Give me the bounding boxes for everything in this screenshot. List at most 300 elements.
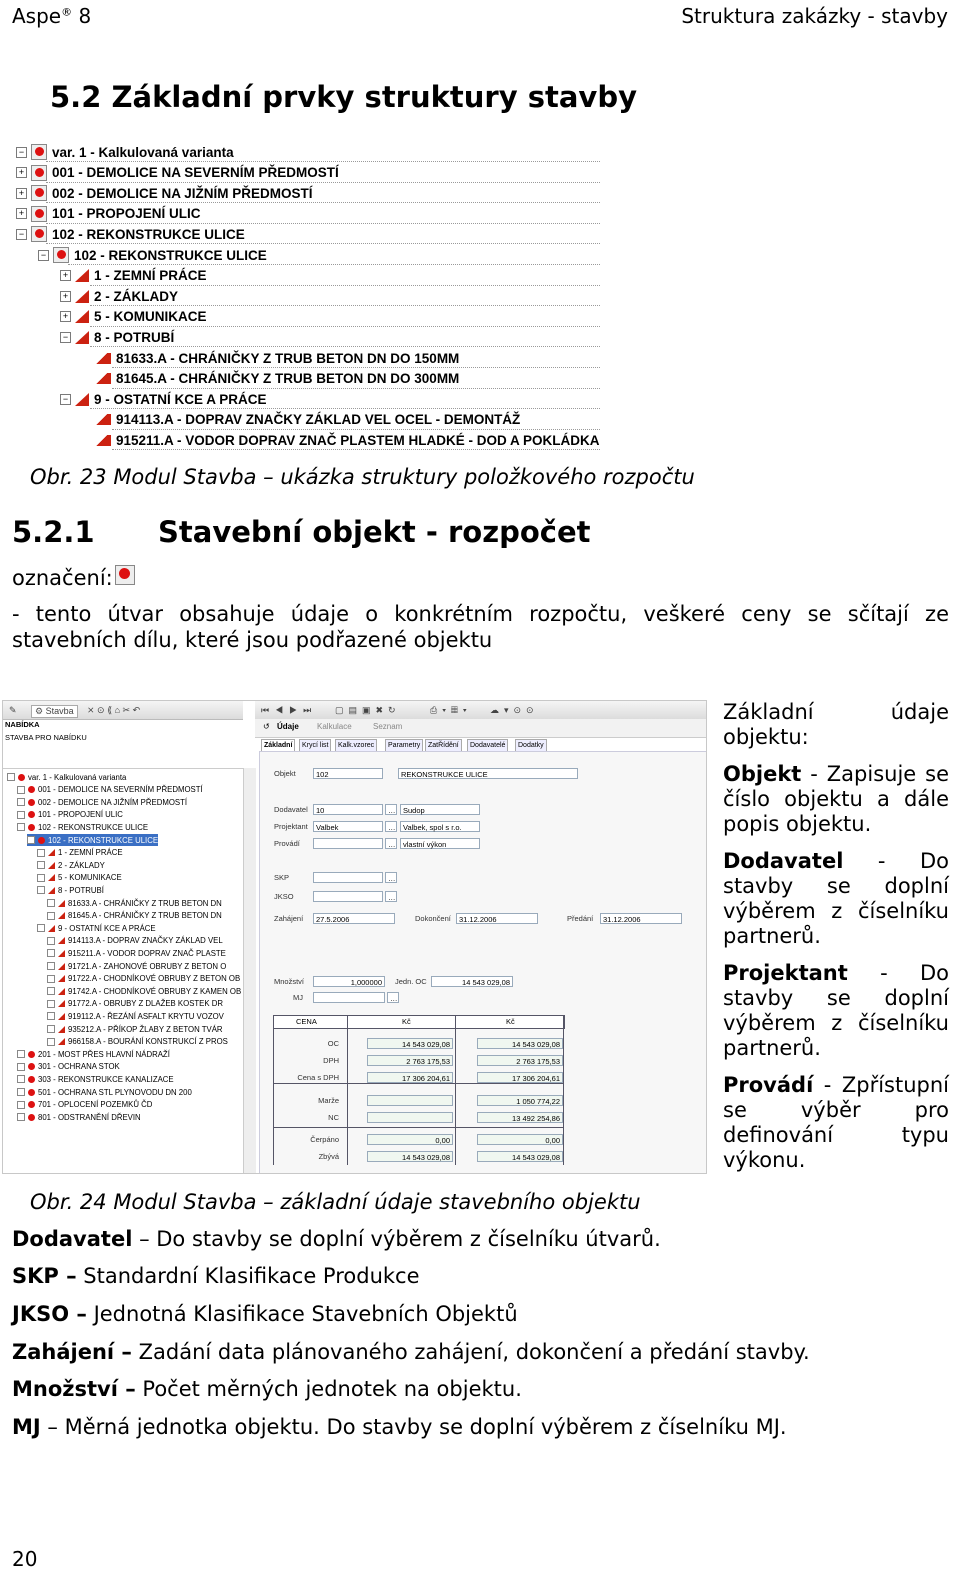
screenshot-tree-node[interactable] bbox=[17, 1099, 152, 1111]
item-icon bbox=[95, 435, 111, 446]
mj-lookup-button[interactable]: … bbox=[387, 992, 399, 1003]
screenshot-tree-label: 935212.A - PŘÍKOP ŽLABY Z BETON TVÁR bbox=[68, 1024, 223, 1034]
screenshot-tree-label: 201 - MOST PŘES HLAVNÍ NÁDRAŽÍ bbox=[38, 1049, 170, 1059]
expander-icon[interactable] bbox=[17, 1063, 25, 1071]
screenshot-tree-node[interactable] bbox=[17, 784, 203, 796]
price-cell-b: 14 543 029,08 bbox=[477, 1038, 563, 1049]
figure-23-caption: Obr. 23 Modul Stavba – ukázka struktury položkového rozpočtu bbox=[30, 465, 695, 489]
screenshot-tree-label: 101 - PROPOJENÍ ULIC bbox=[38, 810, 123, 820]
price-cell-a: 2 763 175,53 bbox=[367, 1055, 453, 1066]
dokonceni-date-field[interactable]: 31.12.2006 bbox=[456, 913, 538, 924]
price-cell-b: 14 543 029,08 bbox=[477, 1151, 563, 1162]
definition-separator bbox=[87, 1302, 94, 1326]
tree-node[interactable] bbox=[38, 245, 267, 265]
tree-node[interactable] bbox=[60, 286, 178, 306]
figure-24-caption: Obr. 24 Modul Stavba – základní údaje stavebního objektu bbox=[30, 1190, 641, 1214]
object-icon bbox=[53, 247, 69, 263]
screenshot-tree-label: 91722.A - CHODNÍKOVÉ OBRUBY Z BETON OB bbox=[68, 974, 241, 984]
tree-node[interactable] bbox=[95, 410, 520, 430]
structure-tree-figure bbox=[16, 142, 600, 452]
price-cell-a: 14 543 029,08 bbox=[367, 1151, 453, 1162]
price-row-label: DPH bbox=[323, 1056, 339, 1065]
projektant-code-field[interactable]: Valbek bbox=[313, 821, 383, 832]
tree-node-label: 102 - REKONSTRUKCE ULICE bbox=[52, 226, 245, 242]
basic-heading-2: objektu: bbox=[723, 725, 809, 749]
definition-line bbox=[12, 1377, 522, 1402]
expander-icon[interactable] bbox=[47, 912, 55, 920]
provadi-lookup-button[interactable]: … bbox=[385, 838, 397, 849]
dodavatel-name-field[interactable]: Sudop bbox=[400, 804, 480, 815]
tab-seznam[interactable]: Seznam bbox=[373, 722, 403, 731]
expander-icon[interactable] bbox=[7, 773, 15, 781]
tree-node[interactable] bbox=[60, 307, 207, 327]
jkso-lookup-button[interactable]: … bbox=[385, 891, 397, 902]
navigation-icons[interactable]: ⏮◀▶⏭ bbox=[261, 705, 318, 715]
price-table-divider bbox=[273, 1127, 563, 1128]
definition-separator bbox=[132, 1340, 139, 1364]
expander-icon[interactable] bbox=[27, 836, 35, 844]
screenshot-tree-label: 91772.A - OBRUBY Z DLAŽEB KOSTEK DR bbox=[68, 999, 223, 1009]
mnozstvi-field[interactable]: 1,000000 bbox=[313, 976, 385, 987]
price-cell-b: 2 763 175,53 bbox=[477, 1055, 563, 1066]
object-icon bbox=[28, 1076, 35, 1083]
screenshot-tree-node[interactable] bbox=[47, 1023, 223, 1035]
screenshot-tree-node[interactable] bbox=[17, 1048, 170, 1060]
object-icon bbox=[31, 226, 47, 242]
price-table-header-cell: Kč bbox=[402, 1017, 411, 1026]
expander-icon[interactable]: − bbox=[16, 147, 27, 158]
object-tree-panel bbox=[3, 768, 255, 1174]
tree-node[interactable] bbox=[60, 327, 174, 347]
tree-node-label: 81645.A - CHRÁNIČKY Z TRUB BETON DN DO 300MM bbox=[116, 371, 460, 387]
screenshot-tree-label: 303 - REKONSTRUKCE KANALIZACE bbox=[38, 1074, 174, 1084]
price-table-divider bbox=[273, 1015, 274, 1165]
section-title: 5.2 Základní prvky struktury stavby bbox=[50, 80, 637, 114]
expander-icon[interactable] bbox=[17, 811, 25, 819]
objekt-name-field[interactable]: REKONSTRUKCE ULICE bbox=[398, 768, 578, 779]
skp-field[interactable] bbox=[313, 872, 383, 883]
screenshot-tree-label: 801 - ODSTRANĚNÍ DŘEVIN bbox=[38, 1112, 141, 1122]
expander-icon[interactable] bbox=[37, 861, 45, 869]
definition-line bbox=[12, 1264, 420, 1289]
screenshot-tree-label: 5 - KOMUNIKACE bbox=[58, 873, 122, 883]
item-icon bbox=[48, 874, 55, 881]
definition-term: MJ bbox=[12, 1415, 41, 1439]
tree-node-label: 2 - ZÁKLADY bbox=[94, 288, 178, 304]
screenshot-tree-label: 8 - POTRUBÍ bbox=[58, 885, 104, 895]
predani-date-field[interactable]: 31.12.2006 bbox=[600, 913, 682, 924]
price-table-header-cell: CENA bbox=[296, 1017, 317, 1026]
field-descriptions bbox=[723, 700, 949, 1173]
subsection-number: 5.2.1 bbox=[12, 515, 95, 549]
expander-icon[interactable] bbox=[17, 823, 25, 831]
expander-icon[interactable]: − bbox=[60, 394, 71, 405]
item-icon bbox=[58, 912, 65, 919]
provadi-desc-line-1: Provádí - Zpřístupní bbox=[723, 1073, 949, 1097]
mj-field[interactable] bbox=[313, 992, 385, 1003]
price-row-label: Marže bbox=[318, 1096, 339, 1105]
objekt-code-field[interactable]: 102 bbox=[313, 768, 383, 779]
screenshot-tree-node[interactable] bbox=[17, 1111, 141, 1123]
dodavatel-desc-line-1: Dodavatel - Do bbox=[723, 849, 949, 873]
price-table-divider bbox=[347, 1015, 348, 1165]
expander-icon[interactable] bbox=[47, 899, 55, 907]
screenshot-tree-node[interactable] bbox=[17, 1061, 120, 1073]
tree-node[interactable] bbox=[95, 430, 600, 450]
price-cell-b: 1 050 774,22 bbox=[477, 1095, 563, 1106]
price-row-label: Zbývá bbox=[318, 1152, 339, 1161]
screenshot-tree-node[interactable] bbox=[47, 985, 241, 997]
tool-icons[interactable]: ⨯ ⊙ ⟪ ⌂ ✂ ↶ bbox=[87, 705, 141, 715]
item-icon bbox=[58, 937, 65, 944]
expander-icon[interactable]: + bbox=[16, 208, 27, 219]
stavba-module-screenshot bbox=[2, 700, 707, 1174]
expander-icon[interactable] bbox=[47, 937, 55, 945]
expander-icon[interactable] bbox=[17, 1075, 25, 1083]
item-icon bbox=[95, 414, 111, 425]
definition-term: SKP – bbox=[12, 1264, 77, 1288]
provadi-desc-line-4: výkonu. bbox=[723, 1148, 806, 1172]
intro-line-2: stavebních dílu, které jsou podřazené objektu bbox=[12, 628, 493, 652]
item-icon bbox=[75, 393, 89, 406]
stavba-button[interactable]: ⚙ Stavba bbox=[31, 705, 78, 718]
provadi-code-field[interactable] bbox=[313, 838, 383, 849]
tree-node-label: 102 - REKONSTRUKCE ULICE bbox=[74, 247, 267, 263]
screenshot-tree-node[interactable] bbox=[37, 872, 122, 884]
item-icon bbox=[58, 1038, 65, 1045]
dodavatel-desc-line-3: výběrem z číselníku bbox=[723, 899, 949, 923]
print-icons[interactable]: ⎙▾▦▾ bbox=[430, 705, 472, 715]
skp-lookup-button[interactable]: … bbox=[385, 872, 397, 883]
object-icon bbox=[28, 1063, 35, 1070]
screenshot-tree-node[interactable] bbox=[37, 859, 105, 871]
stavba-pro-nabidku-label: STAVBA PRO NABÍDKU bbox=[5, 733, 87, 742]
screenshot-tree-node[interactable] bbox=[47, 1036, 228, 1048]
definition-separator: – bbox=[132, 1227, 157, 1251]
object-icon bbox=[28, 824, 35, 831]
definition-text: Počet měrných jednotek na objektu. bbox=[142, 1377, 522, 1401]
screenshot-tree-node[interactable] bbox=[47, 998, 223, 1010]
tree-node[interactable] bbox=[16, 224, 245, 244]
tree-node[interactable] bbox=[16, 183, 313, 203]
object-icon bbox=[31, 144, 47, 160]
expander-icon[interactable] bbox=[47, 962, 55, 970]
dodavatel-label: Dodavatel bbox=[274, 805, 308, 814]
object-icon bbox=[28, 811, 35, 818]
expander-icon[interactable]: + bbox=[60, 270, 71, 281]
price-row-label: Cena s DPH bbox=[297, 1073, 339, 1082]
definition-separator: – bbox=[40, 1415, 65, 1439]
object-icon bbox=[38, 837, 45, 844]
screenshot-tree-node[interactable] bbox=[37, 922, 156, 934]
dodavatel-lookup-button[interactable]: … bbox=[385, 804, 397, 815]
form-tab[interactable]: ZatŘídění bbox=[425, 739, 462, 752]
object-icon bbox=[31, 185, 47, 201]
tree-node[interactable] bbox=[95, 369, 459, 389]
expander-icon[interactable] bbox=[47, 1012, 55, 1020]
objekt-desc-line-2: číslo objektu a dále bbox=[723, 787, 949, 811]
price-table-header-cell: Kč bbox=[506, 1017, 515, 1026]
expander-icon[interactable] bbox=[47, 1025, 55, 1033]
price-table-divider bbox=[563, 1015, 564, 1165]
screenshot-tree-label: 91721.A - ZAHONOVÉ OBRUBY Z BETON O bbox=[68, 961, 227, 971]
tree-node-label: 9 - OSTATNÍ KCE A PRÁCE bbox=[94, 391, 267, 407]
screenshot-tree-node[interactable] bbox=[37, 884, 104, 896]
zahajeni-date-field[interactable]: 27.5.2006 bbox=[313, 913, 395, 924]
item-icon bbox=[58, 988, 65, 995]
expander-icon[interactable] bbox=[37, 924, 45, 932]
price-cell-b: 17 306 204,61 bbox=[477, 1072, 563, 1083]
form-tab[interactable]: Dodatky bbox=[515, 739, 547, 752]
expander-icon[interactable] bbox=[17, 1088, 25, 1096]
definition-text: Zadání data plánovaného zahájení, dokončení a předání stavby. bbox=[138, 1340, 810, 1364]
mj-label: MJ bbox=[293, 993, 303, 1002]
expander-icon[interactable] bbox=[37, 886, 45, 894]
projektant-desc-line-2: stavby se doplní bbox=[723, 986, 949, 1010]
document-icons[interactable]: ▢▤▣✖↻ bbox=[335, 705, 401, 715]
tree-node-label: 915211.A - VODOR DOPRAV ZNAČ PLASTEM HLADKÉ - DOD A POKLÁDKA bbox=[116, 432, 600, 448]
price-table-header bbox=[273, 1015, 565, 1029]
definition-text: Měrná jednotka objektu. Do stavby se doplní výběrem z číselníku MJ. bbox=[64, 1415, 787, 1439]
object-icon bbox=[28, 1089, 35, 1096]
object-icon bbox=[28, 799, 35, 806]
price-row-label: Čerpáno bbox=[310, 1135, 339, 1144]
form-tab[interactable]: Krycí list bbox=[299, 739, 331, 752]
object-icon bbox=[31, 206, 47, 222]
definition-line bbox=[12, 1415, 787, 1440]
screenshot-tree-node[interactable] bbox=[17, 809, 123, 821]
item-icon bbox=[48, 925, 55, 932]
item-icon bbox=[48, 849, 55, 856]
definition-line bbox=[12, 1340, 810, 1365]
screenshot-tree-label: 102 - REKONSTRUKCE ULICE bbox=[38, 822, 149, 832]
projektant-lookup-button[interactable]: … bbox=[385, 821, 397, 832]
projektant-name-field[interactable]: Valbek, spol s r.o. bbox=[400, 821, 480, 832]
skp-label: SKP bbox=[274, 873, 290, 882]
item-icon bbox=[48, 862, 55, 869]
screenshot-tree-node[interactable] bbox=[47, 973, 240, 985]
projektant-desc-line-3: výběrem z číselníku bbox=[723, 1011, 949, 1035]
tree-node-label: 002 - DEMOLICE NA JIŽNÍM PŘEDMOSTÍ bbox=[52, 185, 313, 201]
tree-node[interactable] bbox=[16, 204, 201, 224]
item-icon bbox=[58, 1013, 65, 1020]
price-cell-a: 0,00 bbox=[367, 1134, 453, 1145]
screenshot-tree-node[interactable] bbox=[37, 847, 123, 859]
tree-node[interactable] bbox=[95, 348, 459, 368]
expander-icon[interactable] bbox=[17, 1050, 25, 1058]
tab-kalkulace[interactable]: Kalkulace bbox=[317, 722, 352, 731]
price-table-divider bbox=[273, 1083, 563, 1084]
misc-icons[interactable]: ☁▾⊙⊙ bbox=[490, 705, 539, 715]
definition-text: Do stavby se doplní výběrem z číselníku útvarů. bbox=[156, 1227, 661, 1251]
subsection-title: Stavební objekt - rozpočet bbox=[158, 515, 591, 549]
screenshot-tree-label: 966158.A - BOURÁNÍ KONSTRUKCÍ Z PROS bbox=[68, 1037, 228, 1047]
expander-icon[interactable] bbox=[47, 1000, 55, 1008]
projektant-desc-line-4: partnerů. bbox=[723, 1036, 821, 1060]
objekt-desc-line-3: popis objektu. bbox=[723, 812, 872, 836]
screenshot-tree-node[interactable] bbox=[17, 1073, 174, 1085]
screenshot-tree-label: 102 - REKONSTRUKCE ULICE bbox=[48, 835, 159, 845]
screenshot-tree-label: 81633.A - CHRÁNIČKY Z TRUB BETON DN bbox=[68, 898, 222, 908]
screenshot-tree-node[interactable] bbox=[17, 1086, 192, 1098]
object-icon bbox=[31, 165, 47, 181]
expander-icon[interactable]: + bbox=[60, 291, 71, 302]
tree-node-label: 1 - ZEMNÍ PRÁCE bbox=[94, 268, 207, 284]
price-table-divider bbox=[455, 1015, 456, 1165]
expander-icon[interactable] bbox=[17, 1101, 25, 1109]
dokonceni-label: Dokončení bbox=[415, 914, 451, 923]
expander-icon[interactable] bbox=[37, 874, 45, 882]
tree-node[interactable] bbox=[16, 142, 234, 162]
dodavatel-desc-line-2: stavby se doplní bbox=[723, 874, 949, 898]
jkso-field[interactable] bbox=[313, 891, 383, 902]
screenshot-tree-label: 301 - OCHRANA STOK bbox=[38, 1062, 120, 1072]
item-icon bbox=[58, 900, 65, 907]
item-icon bbox=[58, 1026, 65, 1033]
item-icon bbox=[58, 975, 65, 982]
price-cell-a bbox=[367, 1112, 453, 1123]
expander-icon[interactable]: − bbox=[38, 250, 49, 261]
item-icon bbox=[75, 310, 89, 323]
screenshot-tree-node[interactable] bbox=[17, 796, 187, 808]
form-tab[interactable]: Dodavatelé bbox=[467, 739, 508, 752]
expander-icon[interactable] bbox=[47, 1038, 55, 1046]
page-number: 20 bbox=[12, 1547, 38, 1571]
screenshot-tree-node[interactable] bbox=[17, 821, 148, 833]
object-icon bbox=[18, 774, 25, 781]
tree-node-label: var. 1 - Kalkulovaná varianta bbox=[52, 144, 234, 160]
screenshot-tree-node[interactable] bbox=[47, 910, 222, 922]
designation-label: označení: bbox=[12, 566, 113, 590]
intro-line-1: - tento útvar obsahuje údaje o konkrétním rozpočtu, veškeré ceny se sčítají ze bbox=[12, 602, 949, 626]
predani-label: Předání bbox=[567, 914, 594, 923]
projektant-desc-line-1: Projektant - Do bbox=[723, 961, 949, 985]
tree-node[interactable] bbox=[16, 163, 339, 183]
item-icon bbox=[95, 353, 111, 364]
object-icon bbox=[115, 565, 135, 585]
screenshot-tree-label: 001 - DEMOLICE NA SEVERNÍM PŘEDMOSTÍ bbox=[38, 785, 203, 795]
definition-line bbox=[12, 1227, 661, 1252]
expander-icon[interactable] bbox=[47, 949, 55, 957]
objekt-label: Objekt bbox=[274, 769, 296, 778]
screenshot-tree-node[interactable] bbox=[47, 947, 226, 959]
row-separator bbox=[112, 449, 600, 450]
right-toolbar bbox=[255, 701, 706, 720]
object-icon bbox=[28, 786, 35, 793]
definition-term: Zahájení – bbox=[12, 1340, 132, 1364]
screenshot-tree-label: 701 - OPLOCENÍ POZEMKŮ ČD bbox=[38, 1100, 153, 1110]
screenshot-tree-label: 915211.A - VODOR DOPRAV ZNAČ PLASTE bbox=[68, 948, 226, 958]
definition-text: Standardní Klasifikace Produkce bbox=[83, 1264, 420, 1288]
left-toolbar bbox=[3, 701, 243, 720]
back-icon[interactable]: ↺ bbox=[263, 722, 270, 731]
tree-node[interactable] bbox=[60, 266, 207, 286]
price-cell-a: 14 543 029,08 bbox=[367, 1038, 453, 1049]
zahajeni-label: Zahájení bbox=[274, 914, 304, 923]
screenshot-tree-label: 002 - DEMOLICE NA JIŽNÍM PŘEDMOSTÍ bbox=[38, 797, 188, 807]
screenshot-tree-node[interactable] bbox=[47, 960, 226, 972]
designation-line bbox=[12, 565, 135, 591]
mnozstvi-label: Množství bbox=[274, 977, 305, 986]
object-icon bbox=[28, 1114, 35, 1121]
expander-icon[interactable] bbox=[47, 975, 55, 983]
provadi-desc-line-3: definování typu bbox=[723, 1123, 949, 1147]
form-tab[interactable]: Parametry bbox=[385, 739, 423, 752]
expander-icon[interactable]: − bbox=[16, 229, 27, 240]
provadi-label: Provádí bbox=[274, 839, 300, 848]
screenshot-tree-label: 91742.A - CHODNÍKOVÉ OBRUBY Z KAMEN OB bbox=[68, 986, 242, 996]
expander-icon[interactable] bbox=[17, 786, 25, 794]
top-tabs-bar bbox=[255, 719, 706, 738]
jedn-oc-field[interactable]: 14 543 029,08 bbox=[431, 976, 513, 987]
definition-term: Dodavatel bbox=[12, 1227, 133, 1251]
screenshot-tree-node[interactable] bbox=[47, 1010, 224, 1022]
price-row-label: OC bbox=[327, 1039, 339, 1048]
screenshot-tree-node[interactable] bbox=[27, 834, 158, 846]
expander-icon[interactable] bbox=[17, 1113, 25, 1121]
pencil-icon[interactable]: ✎ bbox=[9, 705, 17, 715]
expander-icon[interactable] bbox=[17, 798, 25, 806]
basic-heading-1: Základní údaje bbox=[723, 700, 949, 724]
tree-node-label: 001 - DEMOLICE NA SEVERNÍM PŘEDMOSTÍ bbox=[52, 165, 339, 181]
price-cell-a bbox=[367, 1095, 453, 1106]
dodavatel-code-field[interactable]: 10 bbox=[313, 804, 383, 815]
screenshot-tree-node[interactable] bbox=[7, 771, 126, 783]
expander-icon[interactable]: − bbox=[60, 332, 71, 343]
object-icon bbox=[28, 1101, 35, 1108]
object-icon bbox=[28, 1051, 35, 1058]
definition-term: JKSO – bbox=[12, 1302, 87, 1326]
item-icon bbox=[75, 269, 89, 282]
form-tab[interactable]: Kalk.vzorec bbox=[335, 739, 377, 752]
screenshot-tree-label: 501 - OCHRANA STL PLYNOVODU DN 200 bbox=[38, 1087, 192, 1097]
expander-icon[interactable]: + bbox=[60, 311, 71, 322]
running-header-left: Aspe® 8 bbox=[12, 4, 92, 28]
price-cell-b: 13 492 254,86 bbox=[477, 1112, 563, 1123]
tree-node-label: 5 - KOMUNIKACE bbox=[94, 309, 207, 325]
definition-text: Jednotná Klasifikace Stavebních Objektů bbox=[93, 1302, 518, 1326]
projektant-label: Projektant bbox=[274, 822, 308, 831]
form-tab[interactable]: Základní bbox=[261, 739, 295, 752]
expander-icon[interactable]: + bbox=[16, 167, 27, 178]
provadi-desc-line-2: se výběr pro bbox=[723, 1098, 949, 1122]
expander-icon[interactable] bbox=[47, 987, 55, 995]
screenshot-tree-node[interactable] bbox=[47, 935, 223, 947]
provadi-name-field[interactable]: vlastní výkon bbox=[400, 838, 480, 849]
tree-scrollbar[interactable] bbox=[243, 768, 256, 1173]
screenshot-tree-label: 1 - ZEMNÍ PRÁCE bbox=[58, 848, 123, 858]
screenshot-tree-label: 9 - OSTATNÍ KCE A PRÁCE bbox=[58, 923, 156, 933]
price-cell-a: 17 306 204,61 bbox=[367, 1072, 453, 1083]
expander-icon[interactable]: + bbox=[16, 188, 27, 199]
tab-udaje[interactable]: Údaje bbox=[277, 722, 299, 731]
screenshot-tree-label: 914113.A - DOPRAV ZNAČKY ZÁKLAD VEL bbox=[68, 936, 223, 946]
tree-node[interactable] bbox=[60, 389, 267, 409]
nabidka-label: NABÍDKA bbox=[5, 720, 40, 729]
screenshot-tree-label: 2 - ZÁKLADY bbox=[58, 860, 105, 870]
item-icon bbox=[75, 331, 89, 344]
item-icon bbox=[58, 950, 65, 957]
expander-icon[interactable] bbox=[37, 849, 45, 857]
screenshot-tree-label: var. 1 - Kalkulovaná varianta bbox=[28, 772, 127, 782]
tree-node-label: 8 - POTRUBÍ bbox=[94, 329, 175, 345]
jedn-oc-label: Jedn. OC bbox=[395, 977, 427, 986]
tree-node-label: 101 - PROPOJENÍ ULIC bbox=[52, 206, 201, 222]
screenshot-tree-node[interactable] bbox=[47, 897, 222, 909]
item-icon bbox=[75, 290, 89, 303]
running-header-right: Struktura zakázky - stavby bbox=[681, 4, 948, 28]
definition-term: Množství – bbox=[12, 1377, 136, 1401]
